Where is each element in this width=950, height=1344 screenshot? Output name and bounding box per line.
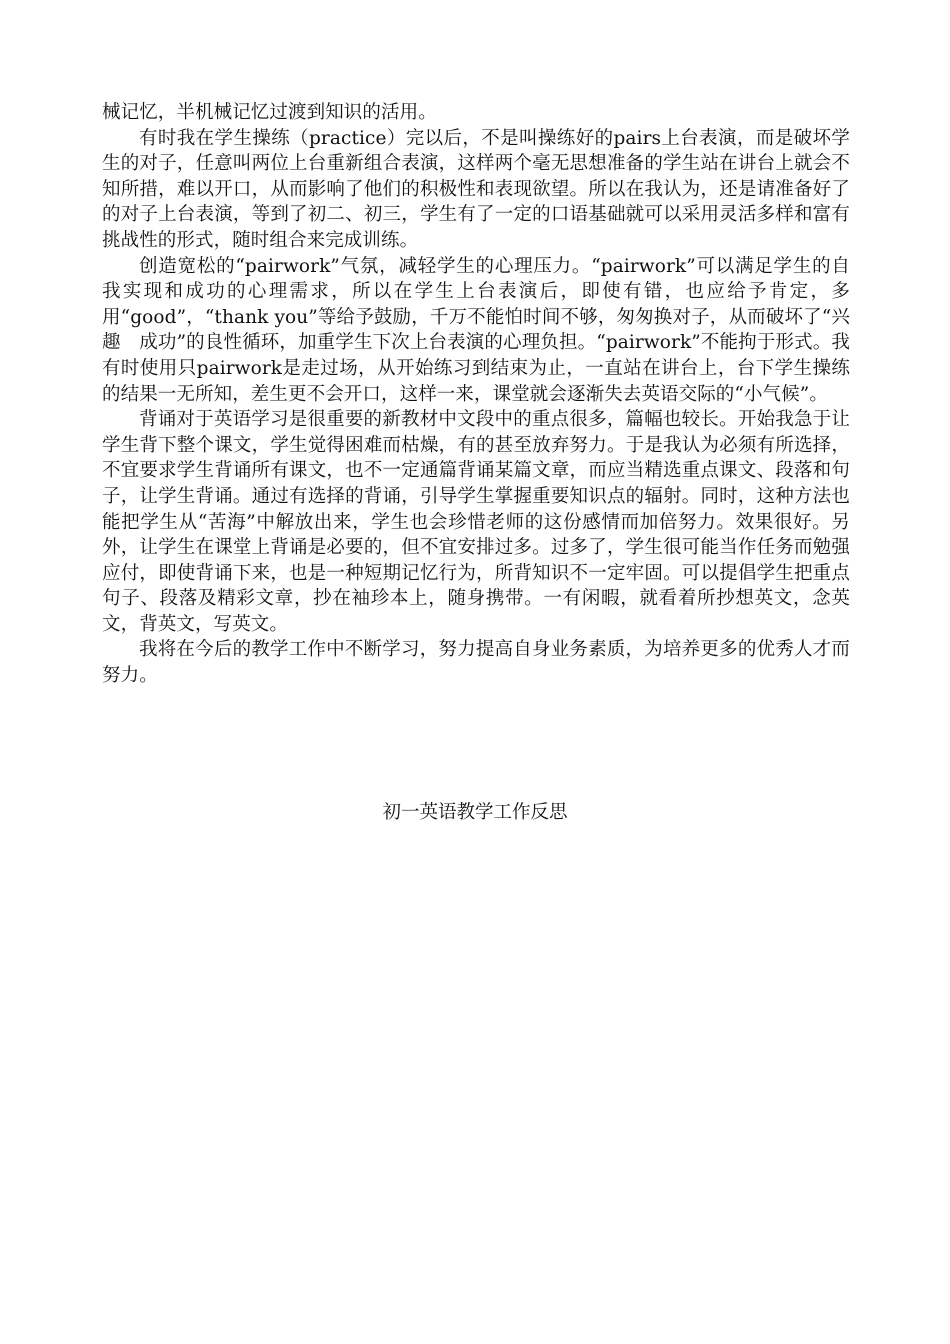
paragraph-conclusion: 我将在今后的教学工作中不断学习，努力提高自身业务素质，为培养更多的优秀人才而努力。 — [102, 639, 850, 687]
paragraph-pair-practice: 有时我在学生操练（practice）完以后，不是叫操练好的pairs上台表演，而是破坏学生的对子，任意叫两位上台重新组合表演，这样两个毫无思想准备的学生站在讲台上就会不知所措，难以开口，从而影响了他们的积极性和表现欲望。所以在我认为，还是请准备好了的对子上台表演，等到了初二、初三，学生有了一定的口语基础就可以采用灵活多样和富有挑战性的形式，随时组合来完成训练。 — [102, 127, 850, 251]
paragraph-recitation: 背诵对于英语学习是很重要的新教材中文段中的重点很多，篇幅也较长。开始我急于让学生背下整个课文，学生觉得困难而枯燥，有的甚至放弃努力。于是我认为必须有所选择，不宜要求学生背诵所有课文，也不一定通篇背诵某篇文章，而应当精选重点课文、段落和句子，让学生背诵。通过有选择的背诵，引导学生掌握重要知识点的辐射。同时，这种方法也能把学生从“苦海”中解放出来，学生也会珍惜老师的这份感情而加倍努力。效果很好。另外，让学生在课堂上背诵是必要的，但不宜安排过多。过多了，学生很可能当作任务而勉强应付，即使背诵下来，也是一种短期记忆行为，所背知识不一定牢固。可以提倡学生把重点句子、段落及精彩文章，抄在袖珍本上，随身携带。一有闲暇，就看着所抄想英文，念英文，背英文，写英文。 — [102, 409, 850, 635]
paragraph-continuation: 械记忆，半机械记忆过渡到知识的活用。 — [102, 102, 437, 123]
section-title: 初一英语教学工作反思 — [382, 802, 568, 823]
paragraph-pairwork-atmosphere: 创造宽松的“pairwork”气氛，减轻学生的心理压力。“pairwork”可以满足学生的自我实现和成功的心理需求，所以在学生上台表演后，即使有错，也应给予肯定，多用“good”，“thank you”等给予鼓励，千万不能怕时间不够，匆匆换对子，从而破坏了“兴趣 成功”的良性循环，加重学生下次上台表演的心理负担。“pairwork”不能拘于形式。我有时使用只pairwork是走过场，从开始练习到结束为止，一直站在讲台上，台下学生操练的结果一无所知，差生更不会开口，这样一来，课堂就会逐渐失去英语交际的“小气候”。 — [102, 255, 850, 405]
body-text — [102, 100, 850, 689]
